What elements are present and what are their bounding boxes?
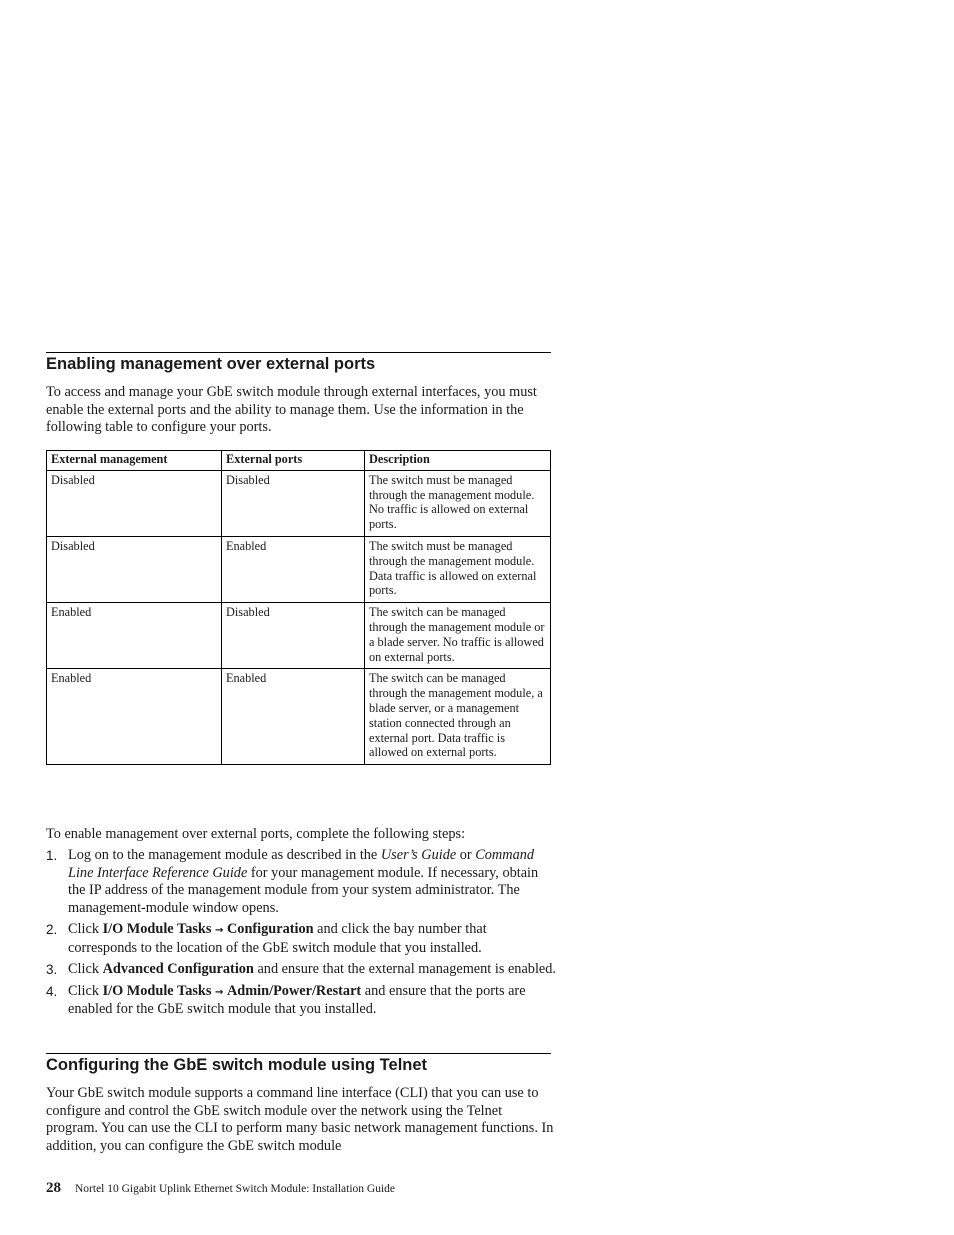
table-cell: Enabled xyxy=(222,669,365,765)
step-number: 2. xyxy=(46,922,58,937)
table-cell: Disabled xyxy=(47,536,222,602)
table-cell: Enabled xyxy=(47,603,222,669)
section-heading-external-ports: Enabling management over external ports xyxy=(46,355,376,373)
section-heading-telnet: Configuring the GbE switch module using Telnet xyxy=(46,1056,428,1074)
column-header: External ports xyxy=(222,451,365,471)
telnet-intro-paragraph: Your GbE switch module supports a command line interface (CLI) that you can use to configure and control the GbE switch module over the network using the Telnet program. You can use the CLI to perform many basic network management functions. In addition, you can configure the GbE switch module xyxy=(46,1085,554,1154)
step-text: Click xyxy=(68,982,103,999)
menu-path-label: I/O Module Tasks xyxy=(102,982,212,999)
steps-intro-paragraph: To enable management over external ports, complete the following steps: xyxy=(46,826,466,842)
column-header: External management xyxy=(47,451,222,471)
page-number: 28 xyxy=(46,1180,61,1196)
step-text: and ensure that the external management is enabled. xyxy=(253,961,556,977)
table-row xyxy=(47,603,551,669)
menu-path-label: I/O Module Tasks xyxy=(102,921,212,937)
page-footer xyxy=(46,1179,395,1197)
step-text: or xyxy=(456,847,476,863)
step-number: 4. xyxy=(46,983,58,999)
users-guide-reference: User’s Guide xyxy=(380,847,457,863)
table-header-row xyxy=(47,451,551,471)
arrow-right-icon: → xyxy=(215,925,224,936)
document-title: Nortel 10 Gigabit Uplink Ethernet Switch Module: Installation Guide xyxy=(75,1183,396,1195)
table-cell: Disabled xyxy=(47,470,222,536)
table-cell: Disabled xyxy=(222,603,365,669)
step-number: 3. xyxy=(46,962,58,977)
table-cell: The switch must be managed through the management module. No traffic is allowed on external ports. xyxy=(365,470,551,536)
column-header: Description xyxy=(365,451,551,471)
steps-list xyxy=(46,847,556,1023)
step-text: for your management module. If necessary, obtain the IP address of the management module from your system administrator. The management-module window opens. xyxy=(68,864,539,916)
step-text: and click the bay number that corresponds to the location of the GbE switch module that you installed. xyxy=(68,921,487,956)
section-intro-paragraph: To access and manage your GbE switch module through external interfaces, you must enable the external ports and the ability to manage them. Use the information in the following table to configure your ports. xyxy=(46,384,537,435)
table-cell: The switch can be managed through the management module or a blade server. No traffic is allowed on external ports. xyxy=(365,603,551,669)
table-row xyxy=(47,470,551,536)
step-text: Click xyxy=(68,961,103,977)
list-item xyxy=(46,961,556,979)
table-cell: Enabled xyxy=(47,669,222,765)
table-cell: The switch must be managed through the management module. Data traffic is allowed on external ports. xyxy=(365,536,551,602)
table-row xyxy=(47,669,551,765)
list-item xyxy=(46,921,556,957)
table-cell: Disabled xyxy=(222,470,365,536)
table-cell: Enabled xyxy=(222,536,365,602)
step-text: Click xyxy=(68,921,103,937)
ports-config-table xyxy=(46,450,551,765)
arrow-right-icon: → xyxy=(215,986,224,998)
list-item xyxy=(46,983,556,1019)
step-number: 1. xyxy=(46,848,58,863)
menu-path-label: Admin/Power/Restart xyxy=(226,982,362,999)
table-cell: The switch can be managed through the management module, a blade server, or a management station connected through an external port. Data traffic is allowed on external ports. xyxy=(365,669,551,765)
menu-path-label: Advanced Configuration xyxy=(102,961,254,977)
section-rule-telnet xyxy=(46,1053,551,1054)
step-text: Log on to the management module as described in the xyxy=(68,847,381,863)
cli-guide-reference: Command Line Interface Reference Guide xyxy=(68,847,535,881)
table-row xyxy=(47,536,551,602)
list-item xyxy=(46,847,556,917)
section-rule-top xyxy=(46,352,551,353)
menu-path-label: Configuration xyxy=(226,921,314,937)
step-text: and ensure that the ports are enabled for the GbE switch module that you installed. xyxy=(68,982,526,1017)
